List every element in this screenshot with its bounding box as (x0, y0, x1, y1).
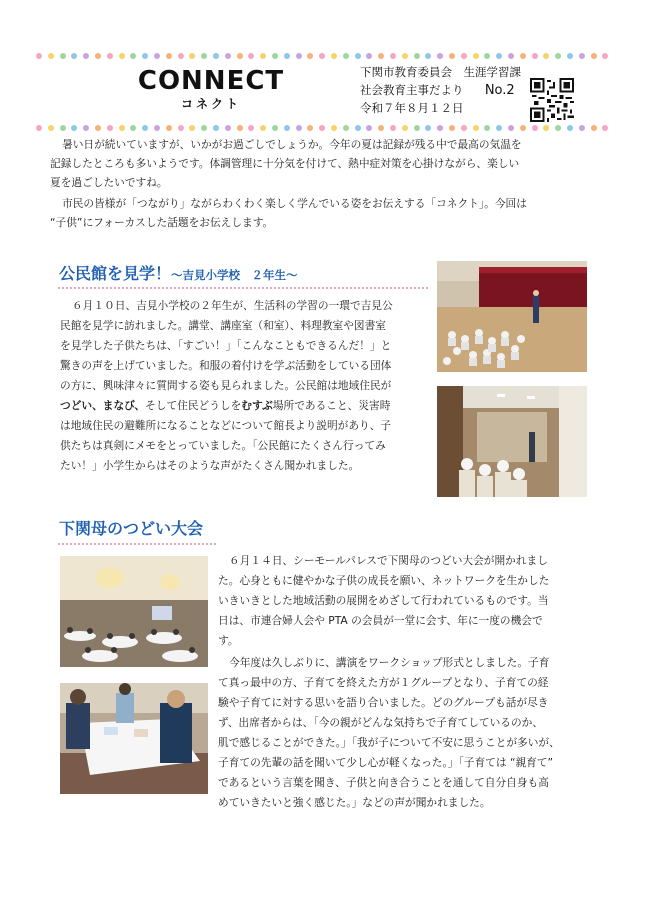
decorative-dot (237, 53, 243, 59)
decorative-dot (591, 53, 597, 59)
section1-line: を見学した子供たちは、「すごい！」「こんなこともできるんだ！」と (60, 339, 392, 352)
newsletter-logo (113, 66, 309, 112)
text-soshite: そして住民どうしを (145, 399, 242, 412)
decorative-dot (296, 53, 302, 59)
decorative-dot (473, 53, 479, 59)
section2-line: た。心身ともに健やかな子供の成長を願い、ネットワークを生かした (218, 574, 550, 587)
emphasis-tsudoi-manabi: つどい、まなび、 (60, 399, 146, 412)
decorative-dot (272, 53, 278, 59)
decorative-dot (60, 125, 66, 131)
decorative-dot (602, 53, 608, 59)
decorative-dot (437, 125, 443, 131)
decorative-dot (543, 125, 549, 131)
decorative-dot (567, 125, 573, 131)
decorative-dot (225, 125, 231, 131)
decorative-dot (142, 53, 148, 59)
section2-line: ６月１４日、シーモールパレスで下関母のつどい大会が開かれまし (229, 554, 548, 567)
decorative-dot (284, 53, 290, 59)
section2-line: 今年度は久しぶりに、講演をワークショップ形式としました。子育 (229, 656, 550, 669)
decorative-dot (189, 53, 195, 59)
decorative-dot (36, 125, 42, 131)
decorative-dot (579, 53, 585, 59)
decorative-dot (331, 53, 337, 59)
section1-line-emphasis (60, 396, 390, 415)
decorative-dot (520, 125, 526, 131)
decorative-dot (201, 125, 207, 131)
decorative-dot (213, 125, 219, 131)
photo-hallway-students (437, 386, 587, 497)
section1-line: の方に、興味津々に質問する姿も見られました。公民館は地域住民が (60, 379, 392, 392)
section2-line: いきいきとした地域活動の展開をめざして行われているものです。当 (218, 594, 549, 607)
decorative-dot (119, 53, 125, 59)
decorative-dot (142, 125, 148, 131)
section1-line: 供たちは真剣にメモをとっていました。「公民館にたくさん行ってみ (60, 439, 386, 452)
decorative-dot (189, 125, 195, 131)
intro-line: 夏を過ごしたいですね。 (50, 176, 168, 189)
section1-line: たい！」小学生からはそのような声がたくさん聞かれました。 (60, 459, 360, 472)
decorative-dot (48, 53, 54, 59)
decorative-dot (366, 53, 372, 59)
section2-line: て真っ最中の方、子育てを終えた方が１グループとなり、子育ての経 (218, 676, 549, 689)
newsletter-name: 社会教育主事だより (360, 83, 464, 97)
intro-line: 記録したところも多いようです。体調管理に十分気を付けて、熱中症対策を心掛けながら、楽しい (50, 157, 520, 170)
section-title-sub: ～吉見小学校 ２年生～ (171, 268, 298, 282)
decorative-dot (484, 53, 490, 59)
decorative-dot (307, 53, 313, 59)
decorative-dot (591, 125, 597, 131)
photo-workshop-table (60, 683, 208, 794)
decorative-dot (319, 53, 325, 59)
decorative-dot (567, 53, 573, 59)
decorative-dot (496, 125, 502, 131)
decorative-dot (166, 53, 172, 59)
section2-line: 日は、市連合婦人会や PTA の会員が一堂に会す、年に一度の機会で (218, 614, 543, 627)
decorative-dot (366, 125, 372, 131)
decorative-dot (355, 53, 361, 59)
decorative-dot (95, 53, 101, 59)
qr-code-icon[interactable] (530, 78, 574, 122)
decorative-dot (402, 125, 408, 131)
decorative-dot (532, 125, 538, 131)
section-title-kominkan (59, 263, 298, 286)
decorative-dot (355, 125, 361, 131)
decorative-dot (284, 125, 290, 131)
decorative-dot (248, 125, 254, 131)
decorative-dot (437, 53, 443, 59)
decorative-dot (71, 53, 77, 59)
decorative-dot (555, 125, 561, 131)
section2-line: す。 (218, 634, 239, 647)
photo-auditorium-students (437, 261, 587, 372)
decorative-dot (83, 53, 89, 59)
section1-line: ６月１０日、吉見小学校の２年生が、生活科の学習の一環で吉見公 (72, 299, 393, 312)
decorative-dot (543, 53, 549, 59)
section1-line: 驚きの声を上げていました。和服の着付けを学ぶ活動をしている団体 (60, 359, 392, 372)
decorative-dot (237, 125, 243, 131)
decorative-dot (296, 125, 302, 131)
decorative-dot (520, 53, 526, 59)
issue-date: 令和７年８月１２日 (360, 101, 464, 115)
section2-line: 験や子育てに対する思いを語り合いました。どのグループも話が尽き (218, 696, 549, 709)
decorative-dot (201, 53, 207, 59)
decorative-dot (402, 53, 408, 59)
intro-line: 暑い日が続いていますが、いかがお過ごしでしょうか。今年の夏は記録が残る中で最高の気温を (62, 138, 522, 151)
decorative-dot (378, 53, 384, 59)
decorative-dot (48, 125, 54, 131)
decorative-dot (331, 125, 337, 131)
decorative-dot (319, 125, 325, 131)
decorative-dot (178, 53, 184, 59)
decorative-dot (95, 125, 101, 131)
decorative-dot (508, 53, 514, 59)
section1-line: 民館を見学に訪れました。講堂、講座室（和室）、料理教室や図書室 (60, 319, 386, 332)
issue-number: No.2 (484, 83, 515, 98)
section-title-underline (58, 543, 216, 545)
decorative-dot (496, 53, 502, 59)
decorative-dot-border-bottom (36, 124, 614, 132)
publisher-line: 下関市教育委員会 生涯学習課 (360, 65, 521, 79)
decorative-dot (119, 125, 125, 131)
decorative-dot (473, 125, 479, 131)
decorative-dot (107, 53, 113, 59)
section1-line: 場所であること、災害時 (272, 399, 391, 412)
intro-line: “子供”にフォーカスした話題をお伝えします。 (50, 216, 274, 229)
decorative-dot (579, 125, 585, 131)
decorative-dot (425, 53, 431, 59)
decorative-dot (449, 53, 455, 59)
section2-line: であるという言葉を聞き、子供と向き合うことを通して自分自身も高 (218, 776, 549, 789)
decorative-dot (36, 53, 42, 59)
logo-katakana: コネクト (180, 97, 241, 111)
decorative-dot (107, 125, 113, 131)
decorative-dot (461, 53, 467, 59)
section1-line: は地域住民の避難所になることなどについて館長より説明があり、子 (60, 419, 392, 432)
decorative-dot (154, 53, 160, 59)
decorative-dot (378, 125, 384, 131)
decorative-dot (449, 125, 455, 131)
section-title-main: 公民館を見学！ (59, 264, 172, 283)
decorative-dot (60, 53, 66, 59)
section2-line: 肌で感じることができた。」「我が子について不安に思うことが多いが、 (218, 736, 560, 749)
section-title-underline (58, 287, 428, 289)
decorative-dot (602, 125, 608, 131)
intro-line: 市民の皆様が「つながり」ながらわくわく楽しく学んでいる姿をお伝えする「コネクト」。今回は (62, 197, 527, 210)
section2-line: ず、出席者からは、「今の親がどんな気持ちで子育てしているのか、 (218, 716, 544, 729)
decorative-dot (213, 53, 219, 59)
decorative-dot (260, 53, 266, 59)
decorative-dot (484, 125, 490, 131)
emphasis-musubu: むすぶ (241, 399, 273, 412)
decorative-dot (461, 125, 467, 131)
decorative-dot (71, 125, 77, 131)
photo-banquet-hall (60, 556, 208, 667)
section2-line: めていきたいと強く感じた。」などの声が聞かれました。 (218, 796, 491, 809)
newsletter-name-line (360, 82, 515, 99)
decorative-dot (225, 53, 231, 59)
decorative-dot (154, 125, 160, 131)
decorative-dot (390, 53, 396, 59)
decorative-dot (307, 125, 313, 131)
decorative-dot (130, 125, 136, 131)
decorative-dot (508, 125, 514, 131)
section-title-haha-no-tsudoi: 下関母のつどい大会 (59, 519, 204, 538)
decorative-dot (248, 53, 254, 59)
decorative-dot (414, 53, 420, 59)
decorative-dot (343, 125, 349, 131)
decorative-dot (425, 125, 431, 131)
decorative-dot (390, 125, 396, 131)
decorative-dot (130, 53, 136, 59)
decorative-dot (260, 125, 266, 131)
section2-line: 子育ての先輩の話を聞いて少し心が軽くなった。」「子育ては “親育て” (218, 756, 554, 769)
decorative-dot (414, 125, 420, 131)
decorative-dot (343, 53, 349, 59)
decorative-dot-border-top (36, 52, 614, 60)
decorative-dot (555, 53, 561, 59)
logo-english: CONNECT (137, 66, 285, 96)
decorative-dot (178, 125, 184, 131)
decorative-dot (83, 125, 89, 131)
decorative-dot (272, 125, 278, 131)
decorative-dot (532, 53, 538, 59)
decorative-dot (166, 125, 172, 131)
